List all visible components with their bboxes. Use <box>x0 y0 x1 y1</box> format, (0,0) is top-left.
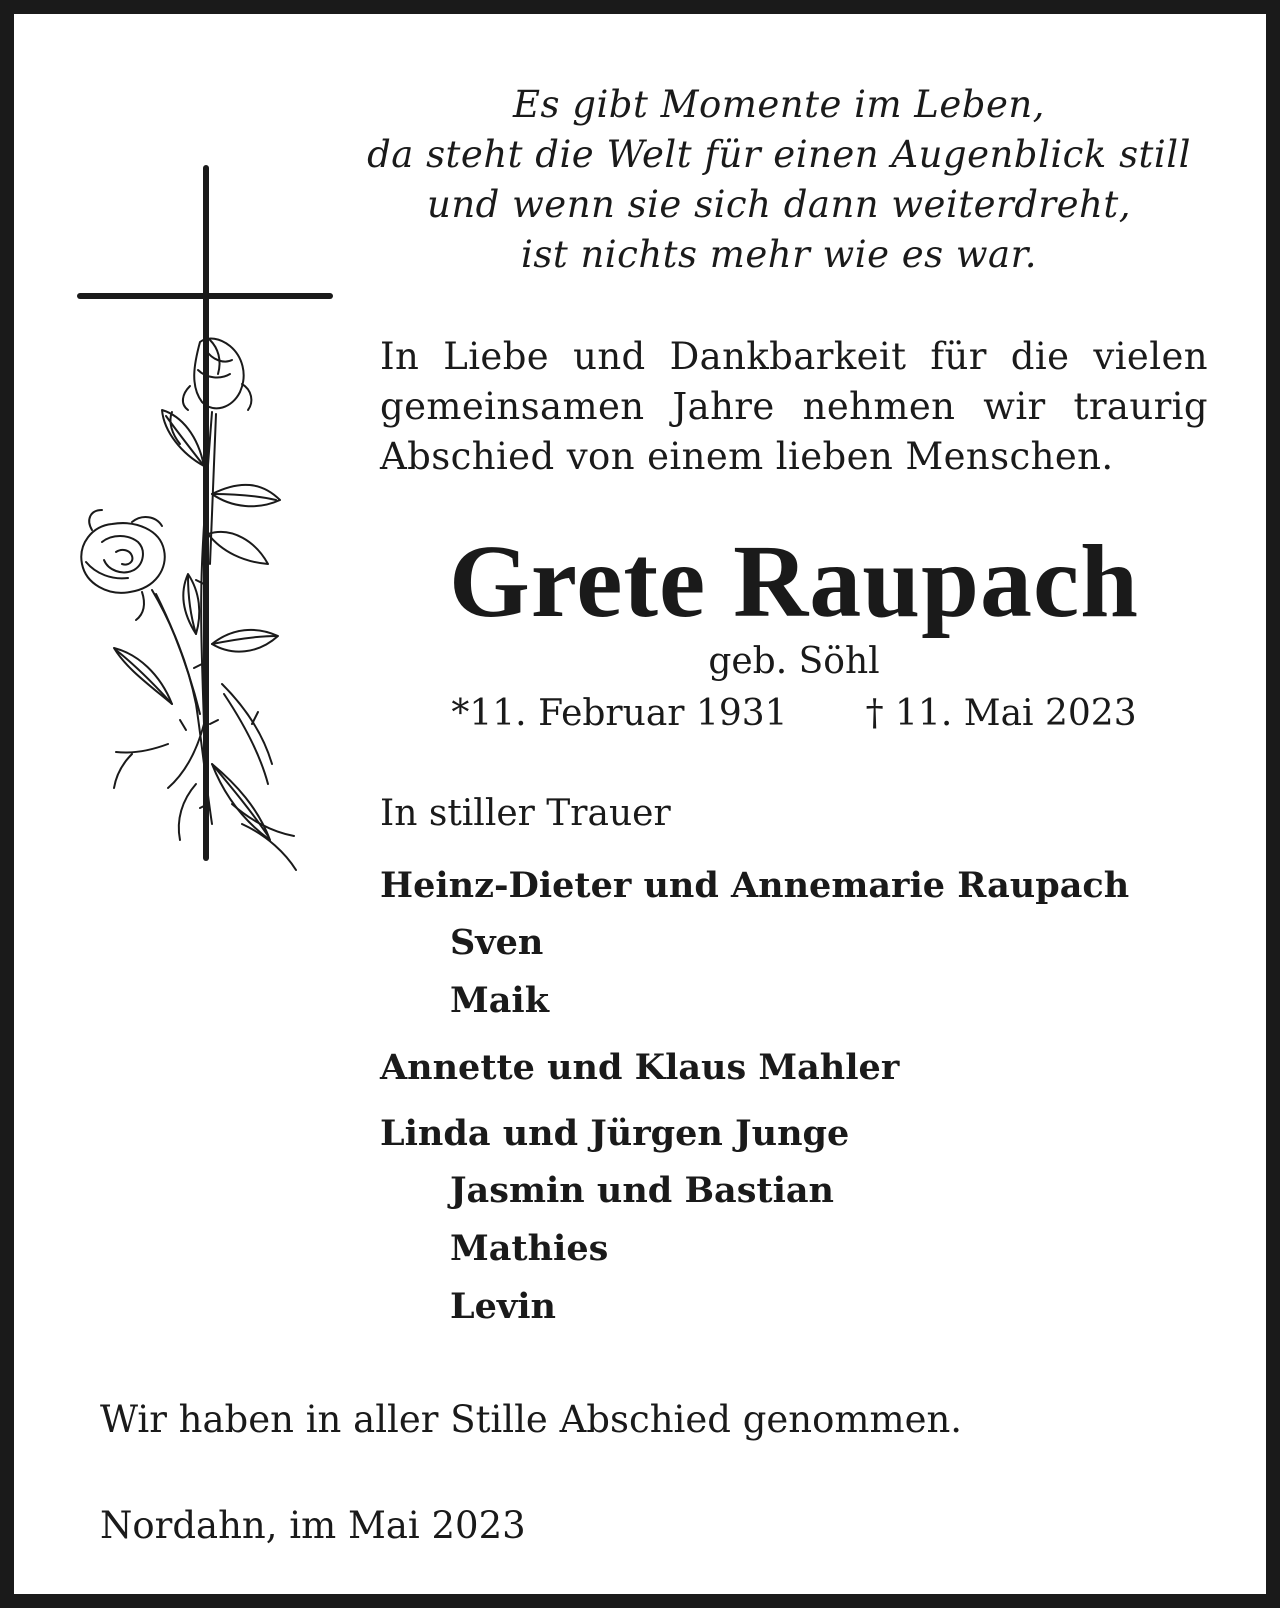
family-child: Maik <box>450 980 549 1021</box>
family-group <box>380 858 1240 1030</box>
family-group <box>380 1040 1240 1096</box>
mourning-line: In stiller Trauer <box>380 793 671 834</box>
family-child: Levin <box>450 1286 556 1327</box>
family-main-name: Heinz-Dieter und Annemarie Raupach <box>380 865 1130 906</box>
family-group <box>380 1106 1240 1336</box>
intro-paragraph: In Liebe und Dankbarkeit für die vielen gemeinsamen Jahre nehmen wir traurig Abschied von einem lieben Menschen. <box>380 335 1208 478</box>
quote-line: Es gibt Momente im Leben, <box>513 83 1045 126</box>
quote-block <box>344 80 1214 280</box>
maiden-name: geb. Söhl <box>708 641 880 682</box>
death-date: † 11. Mai 2023 <box>865 693 1137 734</box>
family-main-name: Linda und Jürgen Junge <box>380 1113 850 1154</box>
obituary-card <box>14 14 1266 1594</box>
quote-line: ist nichts mehr wie es war. <box>521 233 1037 276</box>
place-and-date: Nordahn, im Mai 2023 <box>100 1504 526 1547</box>
quote-line: da steht die Welt für einen Augenblick still <box>367 133 1191 176</box>
birth-date: *11. Februar 1931 <box>451 693 788 734</box>
closing-statement: Wir haben in aller Stille Abschied genommen. <box>100 1398 963 1441</box>
family-child: Sven <box>450 922 544 963</box>
family-list <box>380 858 1240 1346</box>
life-dates <box>380 690 1208 738</box>
family-child: Mathies <box>450 1228 609 1269</box>
deceased-name: Grete Raupach <box>449 524 1139 639</box>
quote-line: und wenn sie sich dann weiterdreht, <box>427 183 1131 226</box>
family-child: Jasmin und Bastian <box>450 1170 835 1211</box>
cross-with-roses-icon <box>72 164 342 884</box>
family-main-name: Annette und Klaus Mahler <box>380 1047 900 1088</box>
